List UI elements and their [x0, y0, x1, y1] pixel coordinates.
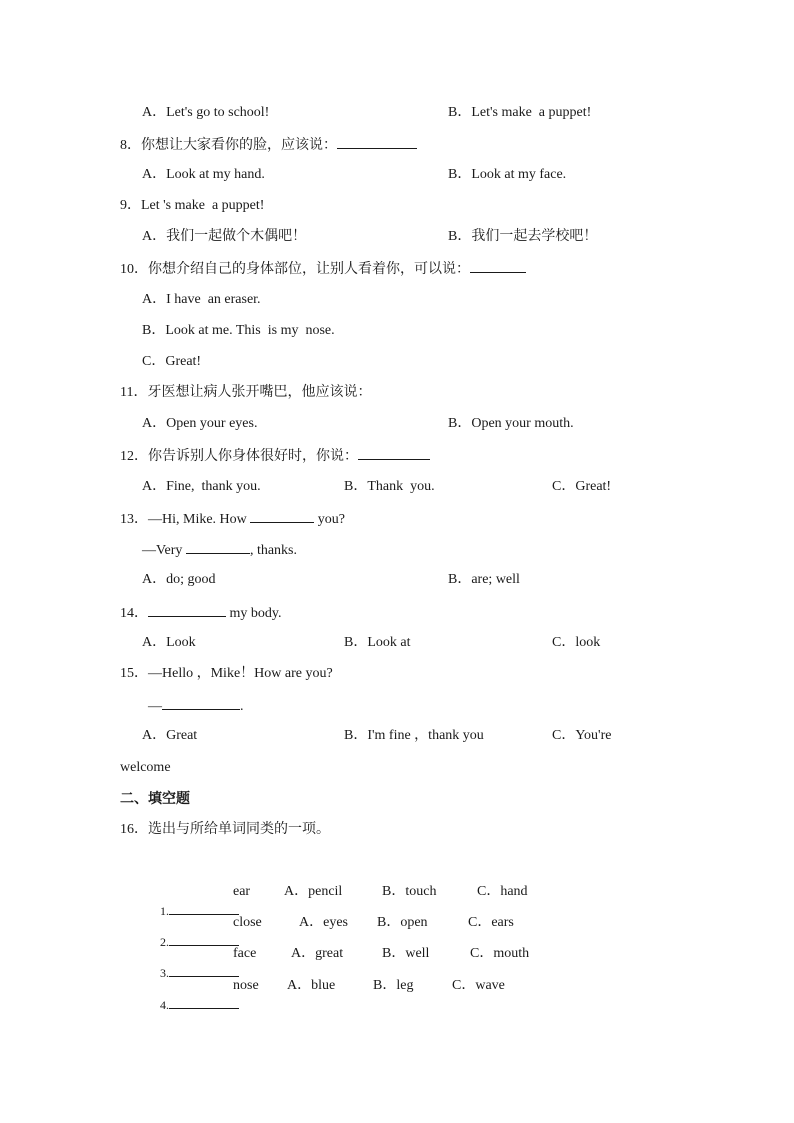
- q13-reply: —Very , thanks.: [142, 540, 297, 560]
- q11-option-b: B．Open your mouth.: [448, 416, 574, 431]
- q12-option-a: A．Fine, thank you.: [142, 479, 261, 494]
- answer-blank[interactable]: [169, 995, 239, 1009]
- q7-option-a: A．Let's go to school!: [142, 105, 270, 120]
- q16-item-4: 4.: [146, 977, 239, 1033]
- q15-reply: — .: [148, 696, 244, 716]
- q9-stem: 9．Let 's make a puppet!: [120, 198, 265, 213]
- q11-stem: 11．牙医想让病人张开嘴巴，他应该说：: [120, 385, 372, 400]
- answer-blank[interactable]: [169, 932, 239, 946]
- q15-option-b: B．I'm fine ，thank you: [344, 728, 484, 743]
- q12-stem: 12．你告诉别人你身体很好时，你说：: [120, 446, 430, 466]
- q14-option-c: C．look: [552, 635, 601, 650]
- q13-option-b: B．are; well: [448, 572, 520, 587]
- answer-blank[interactable]: [186, 540, 250, 554]
- q16-item-4-option-c: C．wave: [452, 978, 505, 993]
- q16-item-1: 1.: [146, 883, 239, 939]
- answer-blank[interactable]: [162, 696, 240, 710]
- q8-option-a: A．Look at my hand.: [142, 167, 265, 182]
- answer-blank[interactable]: [148, 603, 226, 617]
- q13-option-a: A．do; good: [142, 572, 216, 587]
- q13-stem: 13．—Hi, Mike. How you?: [120, 509, 345, 529]
- q10-option-c: C．Great!: [142, 354, 202, 369]
- q16-item-3-word: face: [233, 946, 257, 961]
- q16-item-4-option-b: B．leg: [373, 978, 414, 993]
- q10-stem: 10．你想介绍自己的身体部位，让别人看着你，可以说：: [120, 259, 526, 279]
- q12-option-c: C．Great!: [552, 479, 612, 494]
- q9-option-a: A．我们一起做个木偶吧！: [142, 229, 307, 244]
- q9-option-b: B．我们一起去学校吧！: [448, 229, 598, 244]
- q16-item-1-option-c: C．hand: [477, 884, 528, 899]
- q11-option-a: A．Open your eyes.: [142, 416, 258, 431]
- q16-item-2-option-a: A．eyes: [299, 915, 348, 930]
- answer-blank[interactable]: [337, 135, 417, 149]
- q7-option-b: B．Let's make a puppet!: [448, 105, 592, 120]
- q15-option-a: A．Great: [142, 728, 198, 743]
- q12-option-b: B．Thank you.: [344, 479, 435, 494]
- answer-blank[interactable]: [358, 446, 430, 460]
- q16-item-1-option-a: A．pencil: [284, 884, 343, 899]
- answer-blank[interactable]: [169, 901, 239, 915]
- answer-blank[interactable]: [470, 259, 526, 273]
- section-heading: 二、填空题: [120, 791, 190, 807]
- q8-option-b: B．Look at my face.: [448, 167, 567, 182]
- q8-stem: 8．你想让大家看你的脸，应该说：: [120, 135, 417, 155]
- q16-stem: 16．选出与所给单词同类的一项。: [120, 822, 330, 837]
- q10-option-b: B．Look at me. This is my nose.: [142, 323, 335, 338]
- q14-stem: 14． my body.: [120, 603, 281, 623]
- q10-option-a: A．I have an eraser.: [142, 292, 261, 307]
- q16-item-4-option-a: A．blue: [287, 978, 336, 993]
- q16-item-3-option-a: A．great: [291, 946, 344, 961]
- q16-item-3-option-c: C．mouth: [470, 946, 530, 961]
- q16-item-3: 3.: [146, 945, 239, 1001]
- q16-item-2: 2.: [146, 914, 239, 970]
- q16-item-2-word: close: [233, 915, 262, 930]
- q16-item-2-option-c: C．ears: [468, 915, 514, 930]
- q16-item-2-option-b: B．open: [377, 915, 428, 930]
- q16-item-4-word: nose: [233, 978, 259, 993]
- answer-blank[interactable]: [169, 963, 239, 977]
- q15-option-c: C．You're: [552, 728, 612, 743]
- q15-stem: 15．—Hello ，Mike！How are you?: [120, 666, 333, 681]
- answer-blank[interactable]: [250, 509, 314, 523]
- q16-item-3-option-b: B．well: [382, 946, 430, 961]
- q15-option-c-continued: welcome: [120, 760, 171, 775]
- q14-option-b: B．Look at: [344, 635, 411, 650]
- q16-item-1-word: ear: [233, 884, 251, 899]
- q16-item-1-option-b: B．touch: [382, 884, 437, 899]
- q14-option-a: A．Look: [142, 635, 196, 650]
